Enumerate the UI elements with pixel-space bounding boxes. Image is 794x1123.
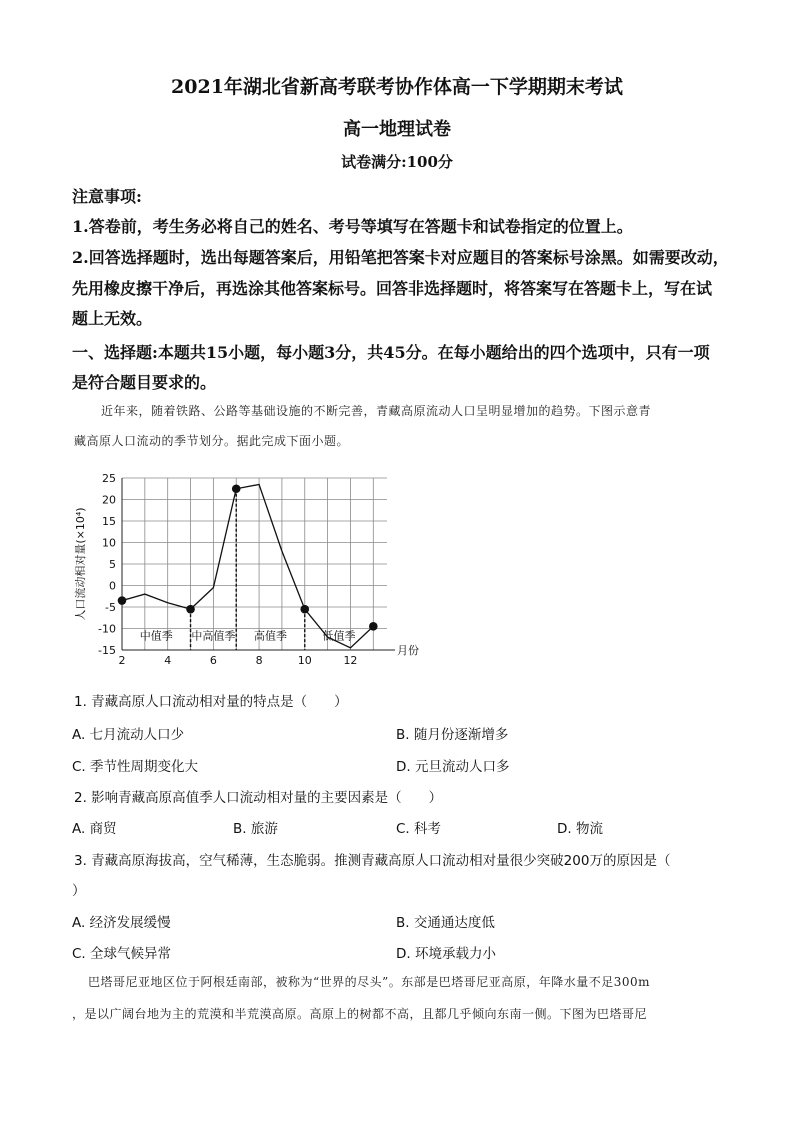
exam-subtitle: 高一地理试卷 — [343, 119, 451, 140]
y-tick-label: -5 — [105, 601, 116, 614]
season-label: 中高值季 — [191, 629, 236, 643]
note-2-line-1: 2.回答选择题时，选出每题答案后，用铅笔把答案卡对应题目的答案标号涂黑。如需要改动， — [72, 248, 729, 267]
data-point — [118, 596, 127, 605]
q2-option-d[interactable]: D. 物流 — [557, 821, 603, 837]
q3-option-c[interactable]: C. 全球气候异常 — [72, 946, 172, 962]
exam-title: 2021年湖北省新高考联考协作体高一下学期期末考试 — [171, 76, 623, 98]
season-label: 高值季 — [253, 629, 287, 643]
q3-option-d[interactable]: D. 环境承载力小 — [396, 946, 496, 962]
passage-1-line-2: 藏高原人口流动的季节划分。据此完成下面小题。 — [74, 434, 350, 448]
full-score: 试卷满分:100分 — [341, 153, 453, 171]
y-tick-label: 20 — [102, 493, 116, 507]
y-axis-label: 人口流动相对量(×10⁴) — [74, 507, 87, 621]
x-tick-label: 4 — [164, 654, 172, 666]
chart-grid — [122, 478, 387, 650]
q2-option-b[interactable]: B. 旅游 — [233, 821, 278, 837]
y-tick-label: 25 — [102, 472, 116, 485]
question-2-stem: 2. 影响青藏高原高值季人口流动相对量的主要因素是（ ） — [74, 790, 443, 806]
note-2-line-2: 先用橡皮擦干净后，再选涂其他答案标号。回答非选择题时，将答案写在答题卡上，写在试 — [72, 279, 713, 298]
x-tick-label: 6 — [209, 654, 217, 666]
x-tick-label: 12 — [343, 654, 358, 666]
q1-option-b[interactable]: B. 随月份逐渐增多 — [396, 727, 509, 743]
q1-option-d[interactable]: D. 元旦流动人口多 — [396, 759, 510, 775]
data-point — [186, 605, 195, 614]
chart-series — [118, 484, 378, 647]
y-tick-label: 5 — [109, 558, 116, 571]
y-tick-label: -15 — [98, 644, 116, 657]
q3-option-b[interactable]: B. 交通通达度低 — [396, 915, 495, 931]
y-tick-label: 0 — [109, 579, 116, 593]
passage-2-line-1: 巴塔哥尼亚地区位于阿根廷南部，被称为“世界的尽头”。东部是巴塔哥尼亚高原，年降水量不足300m — [88, 975, 651, 989]
data-point — [300, 605, 309, 614]
section-1-line-1: 一、选择题:本题共15小题，每小题3分，共45分。在每小题给出的四个选项中，只有一项 — [72, 343, 710, 362]
note-1: 1.答卷前，考生务必将自己的姓名、考号等填写在答题卡和试卷指定的位置上。 — [72, 217, 633, 236]
q1-option-a[interactable]: A. 七月流动人口少 — [72, 727, 185, 743]
chart-labels — [73, 472, 419, 666]
season-label: 低值季 — [322, 629, 356, 643]
data-point — [232, 484, 241, 493]
question-1-stem: 1. 青藏高原人口流动相对量的特点是（ ） — [74, 694, 348, 710]
x-axis-label: 月份 — [397, 644, 419, 657]
question-3-stem: 3. 青藏高原海拔高，空气稀薄，生态脆弱。推测青藏高原人口流动相对量很少突破200万的原因是（ — [74, 853, 671, 869]
q1-option-c[interactable]: C. 季节性周期变化大 — [72, 759, 199, 775]
population-flow-chart — [70, 466, 430, 666]
y-tick-label: 10 — [102, 536, 116, 550]
q3-option-a[interactable]: A. 经济发展缓慢 — [72, 915, 171, 931]
data-point — [369, 622, 378, 631]
x-tick-label: 8 — [255, 654, 263, 666]
note-2-line-3: 题上无效。 — [72, 309, 153, 328]
passage-1-line-1: 近年来，随着铁路、公路等基础设施的不断完善，青藏高原流动人口呈明显增加的趋势。下图示意青 — [101, 404, 652, 418]
season-label: 中值季 — [139, 629, 173, 643]
q2-option-c[interactable]: C. 科考 — [396, 821, 442, 837]
y-tick-label: -10 — [98, 622, 116, 636]
x-tick-label: 2 — [118, 654, 126, 666]
section-1-line-2: 是符合题目要求的。 — [72, 373, 217, 392]
notes-heading: 注意事项: — [72, 187, 142, 206]
passage-2-line-2: ，是以广阔台地为主的荒漠和半荒漠高原。高原上的树都不高，且都几乎倾向东南一侧。下图为巴塔哥尼 — [72, 1007, 648, 1021]
season-divider-lines — [191, 489, 305, 650]
q2-option-a[interactable]: A. 商贸 — [72, 821, 117, 837]
x-tick-label: 10 — [297, 654, 312, 666]
y-tick-label: 15 — [102, 515, 116, 528]
question-3-stem-end: ） — [72, 883, 86, 899]
series-line — [122, 484, 373, 647]
